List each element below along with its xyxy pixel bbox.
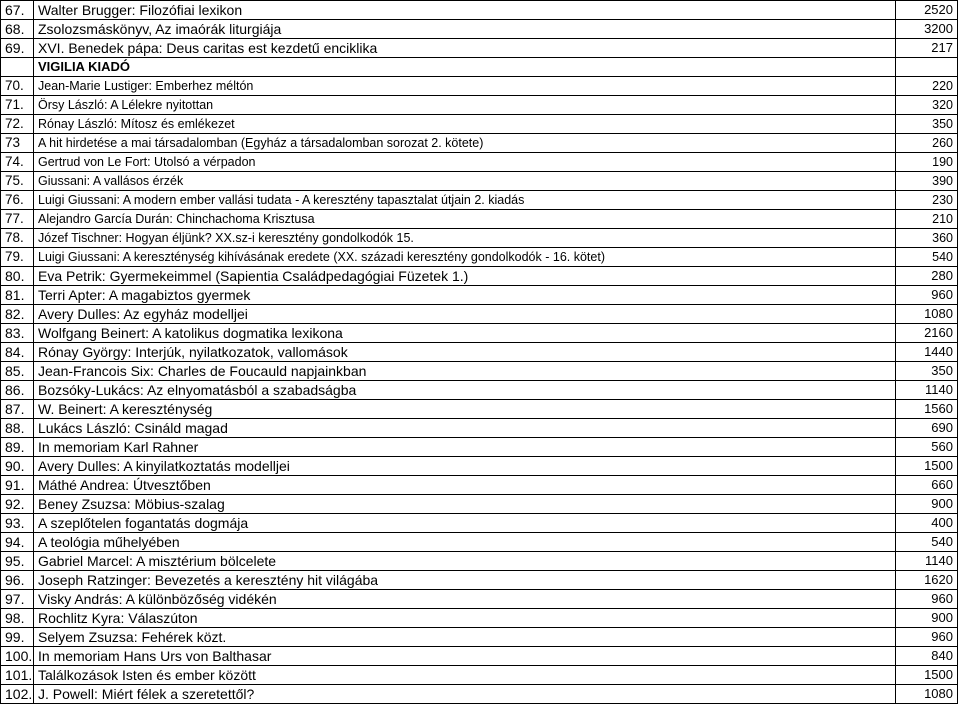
publisher-heading: VIGILIA KIADÓ (34, 58, 896, 77)
item-number: 91. (1, 476, 34, 495)
item-number: 79. (1, 248, 34, 267)
table-row (1, 438, 958, 457)
price-list-body (1, 1, 958, 704)
item-title: W. Beinert: A kereszténység (34, 400, 896, 419)
item-title: In memoriam Hans Urs von Balthasar (34, 647, 896, 666)
item-title: Selyem Zsuzsa: Fehérek közt. (34, 628, 896, 647)
table-row (1, 96, 958, 115)
item-price: 230 (896, 191, 958, 210)
item-number: 75. (1, 172, 34, 191)
item-title: Találkozások Isten és ember között (34, 666, 896, 685)
item-title: Beney Zsuzsa: Möbius-szalag (34, 495, 896, 514)
item-number: 68. (1, 20, 34, 39)
item-price: 1500 (896, 666, 958, 685)
table-row (1, 153, 958, 172)
item-title: Jean-Francois Six: Charles de Foucauld napjainkban (34, 362, 896, 381)
item-number: 97. (1, 590, 34, 609)
item-price: 660 (896, 476, 958, 495)
item-number: 101. (1, 666, 34, 685)
item-title: Luigi Giussani: A modern ember vallási tudata - A keresztény tapasztalat útjain 2. kiadás (34, 191, 896, 210)
table-row (1, 609, 958, 628)
item-price: 900 (896, 495, 958, 514)
item-number: 92. (1, 495, 34, 514)
item-title: Örsy László: A Lélekre nyitottan (34, 96, 896, 115)
item-price: 350 (896, 362, 958, 381)
item-title: In memoriam Karl Rahner (34, 438, 896, 457)
item-price: 2520 (896, 1, 958, 20)
item-number: 96. (1, 571, 34, 590)
item-title: Gertrud von Le Fort: Utolsó a vérpadon (34, 153, 896, 172)
item-number: 84. (1, 343, 34, 362)
table-row (1, 666, 958, 685)
item-price: 1560 (896, 400, 958, 419)
item-title: Visky András: A különbözőség vidékén (34, 590, 896, 609)
item-price: 560 (896, 438, 958, 457)
table-row (1, 514, 958, 533)
item-number: 85. (1, 362, 34, 381)
table-row (1, 229, 958, 248)
item-title: Máthé Andrea: Útvesztőben (34, 476, 896, 495)
item-title: Terri Apter: A magabiztos gyermek (34, 286, 896, 305)
item-number: 99. (1, 628, 34, 647)
item-price: 690 (896, 419, 958, 438)
item-number: 95. (1, 552, 34, 571)
item-number: 76. (1, 191, 34, 210)
table-row (1, 495, 958, 514)
item-title: Avery Dulles: A kinyilatkoztatás modelljei (34, 457, 896, 476)
item-title: XVI. Benedek pápa: Deus caritas est kezdetű enciklika (34, 39, 896, 58)
item-number: 82. (1, 305, 34, 324)
table-row (1, 39, 958, 58)
item-title: Zsolozsmáskönyv, Az imaórák liturgiája (34, 20, 896, 39)
table-row (1, 324, 958, 343)
item-number: 102. (1, 685, 34, 704)
item-price: 540 (896, 533, 958, 552)
table-row (1, 286, 958, 305)
item-number: 93. (1, 514, 34, 533)
item-number: 77. (1, 210, 34, 229)
item-number: 90. (1, 457, 34, 476)
item-price: 840 (896, 647, 958, 666)
item-price: 960 (896, 628, 958, 647)
item-number: 94. (1, 533, 34, 552)
item-price: 210 (896, 210, 958, 229)
item-price: 1080 (896, 685, 958, 704)
item-price: 260 (896, 134, 958, 153)
item-price (896, 58, 958, 77)
table-row (1, 20, 958, 39)
item-title: A teológia műhelyében (34, 533, 896, 552)
item-title: Giussani: A vallásos érzék (34, 172, 896, 191)
table-row (1, 172, 958, 191)
item-price: 1080 (896, 305, 958, 324)
item-price: 540 (896, 248, 958, 267)
item-number: 69. (1, 39, 34, 58)
table-row (1, 1, 958, 20)
table-row (1, 476, 958, 495)
table-row (1, 343, 958, 362)
section-heading-row (1, 58, 958, 77)
item-title: Walter Brugger: Filozófiai lexikon (34, 1, 896, 20)
item-number: 89. (1, 438, 34, 457)
item-price: 2160 (896, 324, 958, 343)
item-number: 71. (1, 96, 34, 115)
table-row (1, 628, 958, 647)
item-price: 217 (896, 39, 958, 58)
table-row (1, 305, 958, 324)
item-number: 72. (1, 115, 34, 134)
item-number: 74. (1, 153, 34, 172)
table-row (1, 115, 958, 134)
item-title: Rochlitz Kyra: Válaszúton (34, 609, 896, 628)
item-number: 70. (1, 77, 34, 96)
item-title: Alejandro García Durán: Chinchachoma Krisztusa (34, 210, 896, 229)
item-price: 960 (896, 286, 958, 305)
item-title: Rónay György: Interjúk, nyilatkozatok, vallomások (34, 343, 896, 362)
table-row (1, 457, 958, 476)
table-row (1, 267, 958, 286)
table-row (1, 552, 958, 571)
item-price: 360 (896, 229, 958, 248)
item-number: 81. (1, 286, 34, 305)
item-number: 80. (1, 267, 34, 286)
item-title: Józef Tischner: Hogyan éljünk? XX.sz-i keresztény gondolkodók 15. (34, 229, 896, 248)
table-row (1, 77, 958, 96)
item-price: 190 (896, 153, 958, 172)
item-title: Wolfgang Beinert: A katolikus dogmatika lexikona (34, 324, 896, 343)
table-row (1, 210, 958, 229)
item-price: 3200 (896, 20, 958, 39)
item-title: Rónay László: Mítosz és emlékezet (34, 115, 896, 134)
item-number (1, 58, 34, 77)
table-row (1, 134, 958, 153)
item-number: 83. (1, 324, 34, 343)
item-price: 350 (896, 115, 958, 134)
item-price: 400 (896, 514, 958, 533)
item-title: Eva Petrik: Gyermekeimmel (Sapientia Családpedagógiai Füzetek 1.) (34, 267, 896, 286)
item-title: A hit hirdetése a mai társadalomban (Egyház a társadalomban sorozat 2. kötete) (34, 134, 896, 153)
table-row (1, 571, 958, 590)
table-row (1, 685, 958, 704)
item-number: 78. (1, 229, 34, 248)
table-row (1, 400, 958, 419)
item-price: 900 (896, 609, 958, 628)
table-row (1, 191, 958, 210)
item-number: 87. (1, 400, 34, 419)
item-number: 100. (1, 647, 34, 666)
item-number: 73 (1, 134, 34, 153)
item-title: J. Powell: Miért félek a szeretettől? (34, 685, 896, 704)
item-title: Bozsóky-Lukács: Az elnyomatásból a szabadságba (34, 381, 896, 400)
item-price: 220 (896, 77, 958, 96)
table-row (1, 533, 958, 552)
item-number: 67. (1, 1, 34, 20)
item-price: 320 (896, 96, 958, 115)
table-row (1, 362, 958, 381)
item-title: Joseph Ratzinger: Bevezetés a keresztény hit világába (34, 571, 896, 590)
item-price: 280 (896, 267, 958, 286)
item-number: 88. (1, 419, 34, 438)
table-row (1, 419, 958, 438)
item-title: Luigi Giussani: A kereszténység kihívásának eredete (XX. századi keresztény gondolkodók - 16. kötet) (34, 248, 896, 267)
item-title: Lukács László: Csináld magad (34, 419, 896, 438)
table-row (1, 248, 958, 267)
item-price: 1620 (896, 571, 958, 590)
table-row (1, 381, 958, 400)
item-number: 86. (1, 381, 34, 400)
item-title: Gabriel Marcel: A misztérium bölcelete (34, 552, 896, 571)
item-price: 1140 (896, 552, 958, 571)
item-price: 1140 (896, 381, 958, 400)
table-row (1, 647, 958, 666)
item-price: 1500 (896, 457, 958, 476)
item-price: 1440 (896, 343, 958, 362)
item-number: 98. (1, 609, 34, 628)
item-title: A szeplőtelen fogantatás dogmája (34, 514, 896, 533)
item-price: 390 (896, 172, 958, 191)
item-title: Jean-Marie Lustiger: Emberhez méltón (34, 77, 896, 96)
table-row (1, 590, 958, 609)
item-price: 960 (896, 590, 958, 609)
item-title: Avery Dulles: Az egyház modelljei (34, 305, 896, 324)
